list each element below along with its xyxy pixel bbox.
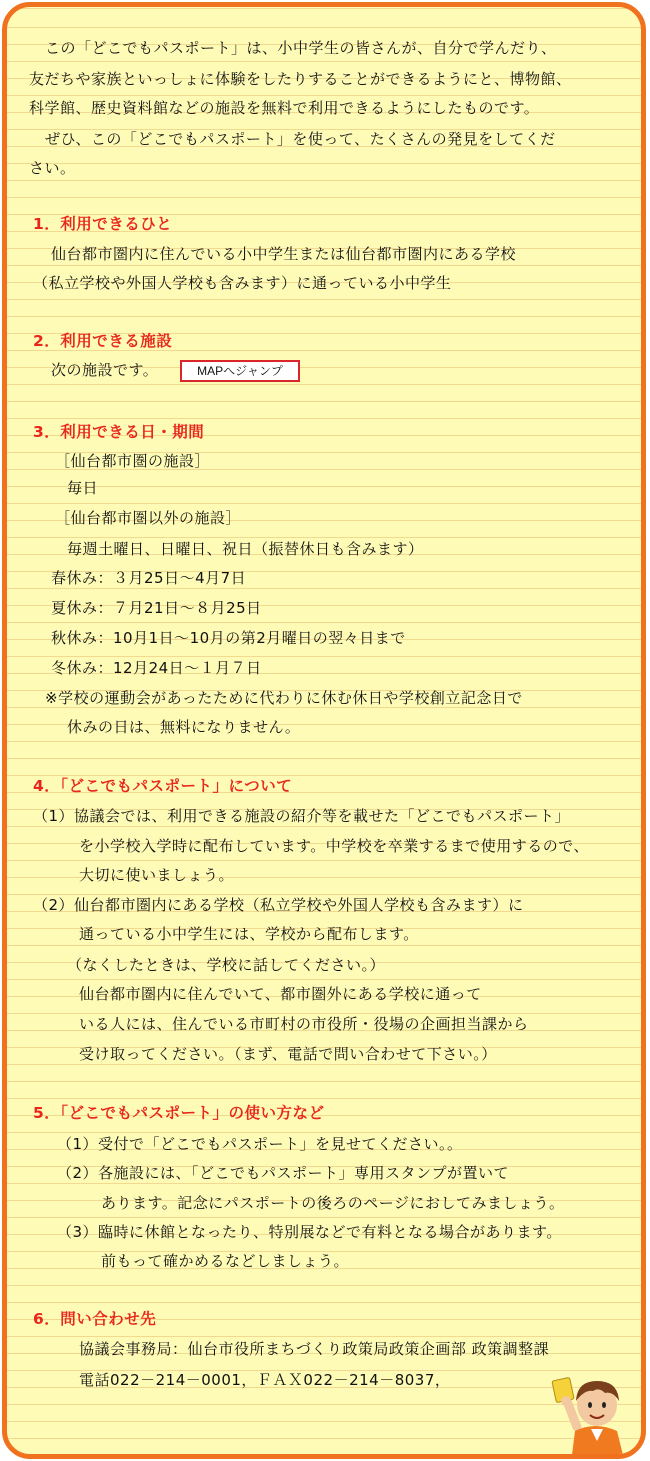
section-6-line-1: 協議会事務局：仙台市役所まちづくり政策局政策企画部 政策調整課 xyxy=(79,1340,550,1358)
map-jump-button[interactable]: MAPへジャンプ xyxy=(180,360,300,382)
section-3-sub-2: ［仙台都市圏以外の施設］ xyxy=(55,509,242,527)
section-5-item-3-line-1: （3）臨時に休館となったり、特別展などで有料となる場合があります。 xyxy=(57,1223,562,1241)
section-4-item-2-line-6: 受け取ってください。（まず、電話で問い合わせて下さい。） xyxy=(79,1045,497,1063)
section-6-line-2: 電話022－214－0001，ＦＡＸ022－214－8037， xyxy=(79,1371,451,1389)
section-5-item-1: （1）受付で「どこでもパスポート」を見せてください。。 xyxy=(57,1135,463,1153)
intro-line-4: ぜひ、この「どこでもパスポート」を使って、たくさんの発見をしてくだ xyxy=(45,130,556,148)
section-4-item-2-line-1: （2）仙台都市圏内にある学校（私立学校や外国人学校も含みます）に xyxy=(33,896,524,914)
section-3-note-1: ※学校の運動会があったために代わりに休む休日や学校創立記念日で xyxy=(45,689,523,707)
section-4-item-1-line-2: を小学校入学時に配布しています。中学校を卒業するまで使用するので、 xyxy=(79,837,590,855)
section-2-heading: 2．利用できる施設 xyxy=(33,332,173,350)
section-4-heading: 4．「どこでもパスポート」について xyxy=(33,777,293,795)
section-1-heading: 1．利用できるひと xyxy=(33,215,173,233)
section-4-item-2-line-3: （なくしたときは、学校に話してください。） xyxy=(67,956,386,974)
section-3-spring: 春休み：３月25日～4月7日 xyxy=(51,569,247,587)
intro-line-3: 科学館、歴史資料館などの施設を無料で利用できるようにしたものです。 xyxy=(29,99,540,117)
section-3-note-2: 休みの日は、無料になりません。 xyxy=(67,718,301,736)
section-3-weekend: 毎週土曜日、日曜日、祝日（振替休日も含みます） xyxy=(67,540,424,558)
section-4-item-1-line-1: （1）協議会では、利用できる施設の紹介等を載せた「どこでもパスポート」 xyxy=(33,807,571,825)
section-5-heading: 5．「どこでもパスポート」の使い方など xyxy=(33,1104,325,1122)
section-6-heading: 6．問い合わせ先 xyxy=(33,1310,157,1328)
section-3-heading: 3．利用できる日・期間 xyxy=(33,423,205,441)
boy-mascot-icon xyxy=(547,1367,643,1459)
section-3-daily: 毎日 xyxy=(67,479,99,497)
content-frame xyxy=(2,2,646,1459)
section-5-item-2-line-1: （2）各施設には、「どこでもパスポート」専用スタンプが置いて xyxy=(57,1164,510,1182)
section-3-autumn: 秋休み：10月1日～10月の第2月曜日の翌々日まで xyxy=(51,629,406,647)
intro-line-2: 友だちや家族といっしょに体験をしたりすることができるようにと、博物館、 xyxy=(29,70,572,88)
section-4-item-2-line-5: いる人には、住んでいる市町村の市役所・役場の企画担当課から xyxy=(79,1015,529,1033)
intro-line-5: さい。 xyxy=(29,159,76,177)
intro-line-1: この「どこでもパスポート」は、小中学生の皆さんが、自分で学んだり、 xyxy=(45,39,557,57)
section-4-item-2-line-2: 通っている小中学生には、学校から配布します。 xyxy=(79,925,419,943)
section-1-line-2: （私立学校や外国人学校も含みます）に通っている小中学生 xyxy=(33,274,452,292)
section-2-line-1: 次の施設です。 xyxy=(51,361,159,379)
section-4-item-1-line-3: 大切に使いましょう。 xyxy=(79,866,235,884)
section-1-line-1: 仙台都市圏内に住んでいる小中学生または仙台都市圏内にある学校 xyxy=(51,245,517,263)
section-5-item-2-line-2: あります。記念にパスポートの後ろのページにおしてみましょう。 xyxy=(101,1194,565,1212)
section-5-item-3-line-2: 前もって確かめるなどしましょう。 xyxy=(101,1252,350,1270)
section-4-item-2-line-4: 仙台都市圏内に住んでいて、都市圏外にある学校に通って xyxy=(79,985,482,1003)
section-3-sub-1: ［仙台都市圏の施設］ xyxy=(55,452,211,470)
section-3-winter: 冬休み：12月24日～１月７日 xyxy=(51,659,262,677)
section-3-summer: 夏休み：７月21日～８月25日 xyxy=(51,599,262,617)
